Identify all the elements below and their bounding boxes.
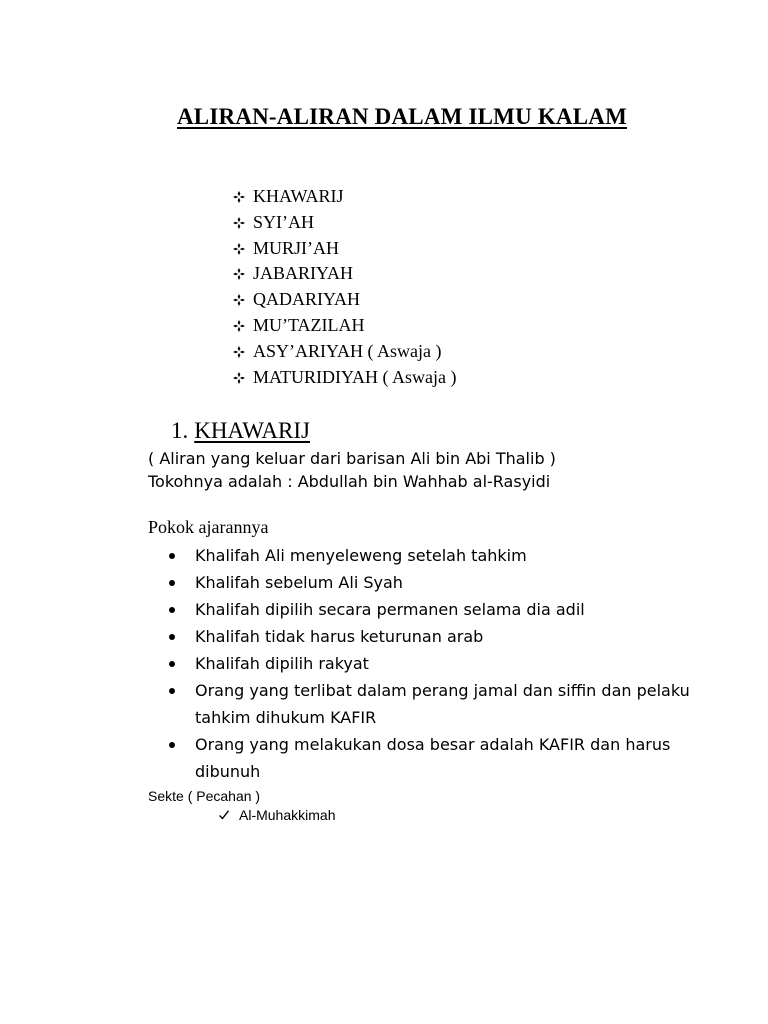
sect-label: SYI’AH: [253, 211, 314, 232]
diamond-bullet-icon: [233, 366, 245, 378]
subsect-label: Al-Muhakkimah: [239, 807, 336, 823]
bullet-dot-icon: [169, 553, 175, 559]
teaching-item: [167, 623, 727, 650]
sect-item: [233, 339, 456, 365]
subsects-list: [218, 806, 335, 824]
teaching-item: [167, 731, 727, 785]
section-description: ( Aliran yang keluar dari barisan Ali bin Abi Thalib ): [148, 449, 556, 468]
bullet-dot-icon: [169, 742, 175, 748]
teaching-text: Khalifah sebelum Ali Syah: [195, 573, 403, 592]
diamond-bullet-icon: [233, 262, 245, 274]
checkmark-icon: [218, 807, 230, 819]
teaching-item: [167, 569, 727, 596]
section-heading: [171, 418, 310, 444]
teaching-text: Khalifah dipilih secara permanen selama dia adil: [195, 600, 585, 619]
diamond-bullet-icon: [233, 340, 245, 352]
section-title: KHAWARIJ: [194, 418, 310, 443]
sect-item: [233, 184, 456, 210]
teaching-text: Orang yang terlibat dalam perang jamal dan siffin dan pelaku tahkim dihukum KAFIR: [195, 681, 690, 727]
sect-label: QADARIYAH: [253, 289, 360, 310]
teaching-item: [167, 542, 727, 569]
subsect-item: [218, 806, 335, 824]
sect-label: MURJI’AH: [253, 237, 340, 258]
teachings-label: Pokok ajarannya: [148, 517, 269, 537]
sect-label: MATURIDIYAH ( Aswaja ): [253, 366, 457, 387]
sect-item: [233, 365, 456, 391]
diamond-bullet-icon: [233, 185, 245, 197]
sect-item: [233, 261, 456, 287]
sect-label: JABARIYAH: [253, 263, 354, 284]
teaching-text: Orang yang melakukan dosa besar adalah KAFIR dan harus dibunuh: [195, 735, 671, 781]
bullet-dot-icon: [169, 688, 175, 694]
section-number: 1.: [171, 418, 189, 443]
teaching-item: [167, 596, 727, 623]
bullet-dot-icon: [169, 580, 175, 586]
sect-label: ASY’ARIYAH ( Aswaja ): [253, 340, 442, 361]
teaching-item: [167, 677, 727, 731]
sect-label: MU’TAZILAH: [253, 314, 365, 335]
document-title: ALIRAN-ALIRAN DALAM ILMU KALAM: [176, 104, 628, 129]
teaching-text: Khalifah tidak harus keturunan arab: [195, 627, 484, 646]
sect-item: [233, 313, 456, 339]
bullet-dot-icon: [169, 661, 175, 667]
diamond-bullet-icon: [233, 314, 245, 326]
sect-item: [233, 210, 456, 236]
bullet-dot-icon: [169, 634, 175, 640]
sect-item: [233, 287, 456, 313]
teaching-item: [167, 650, 727, 677]
teaching-text: Khalifah dipilih rakyat: [195, 654, 369, 673]
teaching-text: Khalifah Ali menyeleweng setelah tahkim: [195, 546, 527, 565]
subsects-label: Sekte ( Pecahan ): [148, 788, 261, 804]
section-figure: Tokohnya adalah : Abdullah bin Wahhab al-Rasyidi: [148, 472, 551, 491]
sect-item: [233, 236, 456, 262]
sect-list: [233, 184, 456, 390]
diamond-bullet-icon: [233, 288, 245, 300]
sect-label: KHAWARIJ: [253, 186, 344, 206]
teachings-list: [167, 542, 727, 785]
bullet-dot-icon: [169, 607, 175, 613]
diamond-bullet-icon: [233, 211, 245, 223]
diamond-bullet-icon: [233, 237, 245, 249]
